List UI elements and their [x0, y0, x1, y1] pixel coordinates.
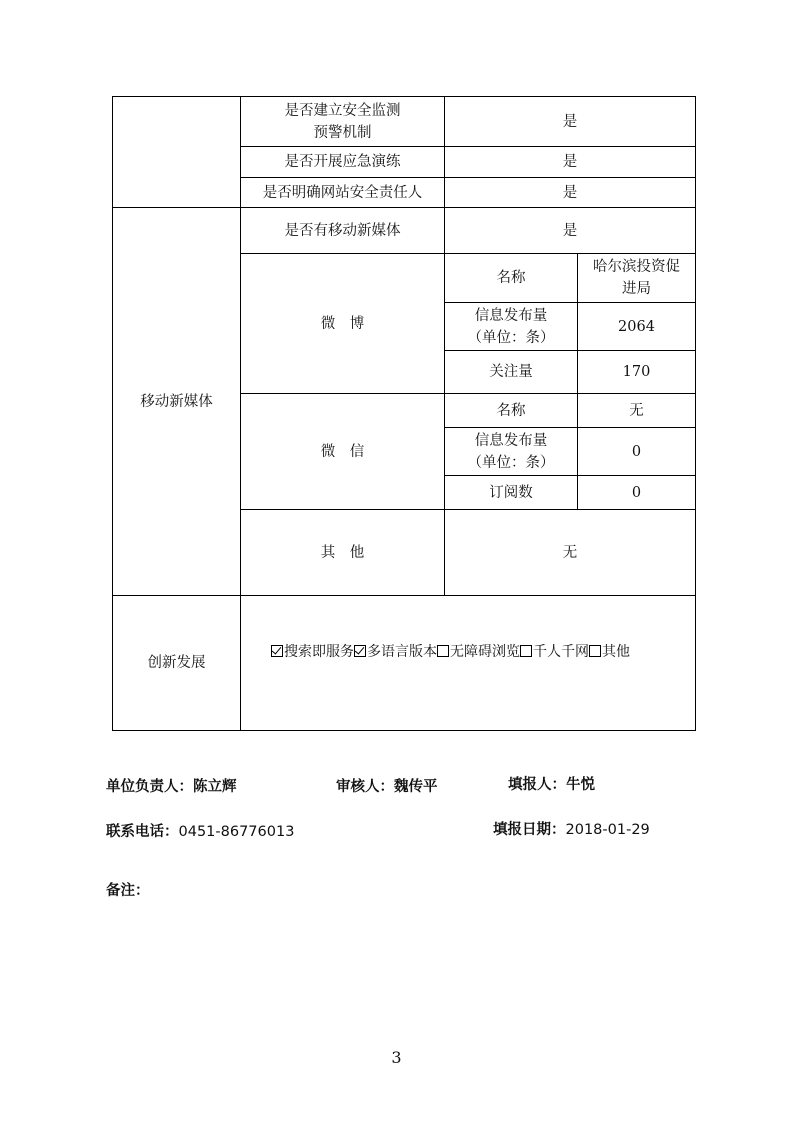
weibo-posts-label [445, 303, 577, 350]
option-search-as-service[interactable] [271, 641, 354, 663]
media-section-label: 移动新媒体 [140, 393, 213, 410]
other-value: 无 [562, 544, 578, 561]
unit-head-value: 陈立辉 [193, 779, 237, 795]
wechat-posts-label-text: 信息发布量（单位：条） [467, 432, 555, 471]
weibo-name-value-text: 哈尔滨投资促进局 [593, 259, 680, 297]
checkbox-unchecked-icon[interactable] [589, 645, 601, 657]
phone-label: 联系电话： [106, 824, 179, 840]
weibo-name-value [578, 254, 695, 302]
weibo-posts-value: 2064 [618, 318, 655, 335]
option-label: 其他 [602, 644, 630, 660]
option-multilingual[interactable] [354, 641, 437, 663]
option-label: 千人千网 [533, 644, 589, 660]
responsible-value: 是 [562, 184, 578, 201]
phone [106, 820, 294, 841]
monitoring-label [241, 97, 444, 146]
wechat-posts-label [445, 428, 577, 475]
page-number: 3 [391, 1048, 402, 1067]
checkbox-checked-icon[interactable] [271, 645, 283, 657]
wechat-posts-value: 0 [631, 443, 642, 460]
innovation-label: 创新发展 [147, 655, 206, 671]
option-other[interactable] [589, 641, 630, 663]
wechat-label: 微 信 [320, 443, 365, 460]
drill-value: 是 [562, 154, 578, 170]
reviewer [336, 775, 438, 796]
wechat-sub-label: 订阅数 [489, 484, 533, 501]
has-media-label: 是否有移动新媒体 [284, 222, 401, 239]
option-accessibility[interactable] [437, 641, 520, 663]
option-label: 无障碍浏览 [450, 644, 520, 660]
wechat-name-label: 名称 [496, 402, 526, 419]
filler [508, 773, 595, 794]
checkbox-unchecked-icon[interactable] [437, 645, 449, 657]
checkbox-checked-icon[interactable] [354, 645, 366, 657]
weibo-follow-value: 170 [622, 364, 651, 380]
weibo-label: 微 博 [320, 315, 365, 332]
phone-value: 0451-86776013 [178, 824, 295, 840]
option-label: 搜索即服务 [284, 644, 354, 660]
filler-value: 牛悦 [566, 777, 595, 793]
innovation-options [241, 596, 695, 708]
responsible-label: 是否明确网站安全责任人 [262, 184, 423, 201]
unit-head-label: 单位负责人： [106, 779, 193, 795]
reviewer-label: 审核人： [336, 779, 394, 795]
option-personalized[interactable] [520, 641, 589, 663]
fill-date-label: 填报日期： [493, 822, 566, 838]
unit-head [106, 775, 237, 796]
remarks: 备注： [106, 883, 150, 899]
checkbox-unchecked-icon[interactable] [520, 645, 532, 657]
option-label: 多语言版本 [367, 644, 437, 660]
filler-label: 填报人： [508, 777, 566, 793]
fill-date [493, 818, 650, 839]
other-label: 其 他 [320, 544, 365, 561]
fill-date-value: 2018-01-29 [565, 822, 650, 838]
weibo-posts-label-text: 信息发布量（单位：条） [467, 307, 555, 346]
weibo-follow-label: 关注量 [489, 364, 533, 380]
reviewer-value: 魏传平 [394, 779, 438, 795]
wechat-name-value: 无 [629, 402, 644, 419]
monitoring-value: 是 [562, 113, 578, 130]
has-media-value: 是 [562, 222, 578, 239]
weibo-name-label: 名称 [496, 270, 526, 286]
drill-label: 是否开展应急演练 [284, 154, 401, 170]
wechat-sub-value: 0 [631, 484, 642, 501]
monitoring-label-text: 是否建立安全监测预警机制 [284, 102, 401, 141]
